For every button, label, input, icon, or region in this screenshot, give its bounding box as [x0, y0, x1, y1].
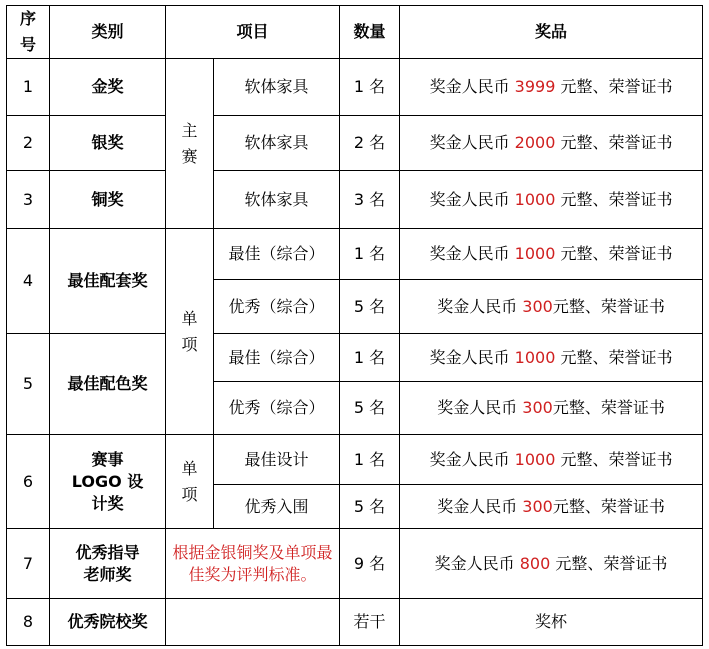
item-cell: 优秀（综合）	[214, 280, 340, 334]
prize-cell: 奖金人民币 300元整、荣誉证书	[400, 485, 703, 529]
header-prize: 奖品	[400, 6, 703, 59]
prize-cell: 奖金人民币 1000 元整、荣誉证书	[400, 334, 703, 382]
prize-amount: 300	[522, 296, 553, 316]
criteria-note: 根据金银铜奖及单项最佳奖为评判标准。	[166, 529, 340, 599]
row-number: 8	[7, 599, 50, 646]
prize-cell: 奖金人民币 800 元整、荣誉证书	[400, 529, 703, 599]
row-number: 4	[7, 229, 50, 334]
row-number: 5	[7, 334, 50, 435]
prize-amount: 800	[519, 553, 551, 573]
prize-amount: 2000	[514, 133, 556, 152]
header-item: 项目	[166, 6, 340, 59]
quantity-cell: 5 名	[340, 280, 400, 334]
quantity-cell: 9 名	[340, 529, 400, 599]
prize-amount: 1000	[514, 449, 556, 469]
quantity-cell: 若干	[340, 599, 400, 646]
item-cell: 最佳（综合）	[214, 334, 340, 382]
prize-amount: 300	[522, 496, 553, 516]
group-single-cell: 单项	[166, 435, 214, 529]
row-number: 3	[7, 171, 50, 229]
table-row	[7, 599, 703, 646]
quantity-cell: 1 名	[340, 59, 400, 116]
category-cell: 优秀指导老师奖	[50, 529, 166, 599]
item-cell: 软体家具	[214, 116, 340, 171]
item-cell: 最佳（综合）	[214, 229, 340, 280]
item-cell: 最佳设计	[214, 435, 340, 485]
group-single-cell: 单项	[166, 229, 214, 435]
empty-item-cell	[166, 599, 340, 646]
quantity-cell: 1 名	[340, 229, 400, 280]
table-row	[7, 116, 703, 171]
prize-cell: 奖金人民币 1000 元整、荣誉证书	[400, 229, 703, 280]
table-row	[7, 171, 703, 229]
prize-cell: 奖金人民币 300元整、荣誉证书	[400, 382, 703, 435]
header-row	[7, 6, 703, 59]
prize-amount: 1000	[514, 347, 556, 367]
quantity-cell: 5 名	[340, 382, 400, 435]
prize-amount: 3999	[514, 77, 556, 96]
row-number: 1	[7, 59, 50, 116]
item-cell: 软体家具	[214, 171, 340, 229]
category-cell: 优秀院校奖	[50, 599, 166, 646]
category-cell: 最佳配套奖	[50, 229, 166, 334]
item-cell: 优秀（综合）	[214, 382, 340, 435]
prize-cell: 奖金人民币 3999 元整、荣誉证书	[400, 59, 703, 116]
header-category: 类别	[50, 6, 166, 59]
quantity-cell: 2 名	[340, 116, 400, 171]
row-number: 7	[7, 529, 50, 599]
awards-table	[6, 5, 703, 646]
header-no: 序号	[7, 6, 50, 59]
prize-amount: 300	[522, 398, 553, 417]
row-number: 2	[7, 116, 50, 171]
category-cell: 赛事 LOGO 设计奖	[50, 435, 166, 529]
header-quantity: 数量	[340, 6, 400, 59]
prize-cell: 奖金人民币 2000 元整、荣誉证书	[400, 116, 703, 171]
row-number: 6	[7, 435, 50, 529]
prize-amount: 1000	[514, 189, 556, 209]
prize-cell: 奖金人民币 1000 元整、荣誉证书	[400, 171, 703, 229]
table-row	[7, 59, 703, 116]
quantity-cell: 1 名	[340, 435, 400, 485]
prize-cell: 奖金人民币 300元整、荣誉证书	[400, 280, 703, 334]
quantity-cell: 5 名	[340, 485, 400, 529]
quantity-cell: 3 名	[340, 171, 400, 229]
table-row	[7, 435, 703, 485]
category-cell: 铜奖	[50, 171, 166, 229]
group-main-cell: 主赛	[166, 59, 214, 229]
table-row	[7, 334, 703, 382]
quantity-cell: 1 名	[340, 334, 400, 382]
prize-cell: 奖杯	[400, 599, 703, 646]
item-cell: 软体家具	[214, 59, 340, 116]
prize-cell: 奖金人民币 1000 元整、荣誉证书	[400, 435, 703, 485]
category-cell: 金奖	[50, 59, 166, 116]
category-cell: 银奖	[50, 116, 166, 171]
item-cell: 优秀入围	[214, 485, 340, 529]
table-row	[7, 229, 703, 280]
prize-amount: 1000	[514, 244, 556, 263]
category-cell: 最佳配色奖	[50, 334, 166, 435]
table-row	[7, 529, 703, 599]
